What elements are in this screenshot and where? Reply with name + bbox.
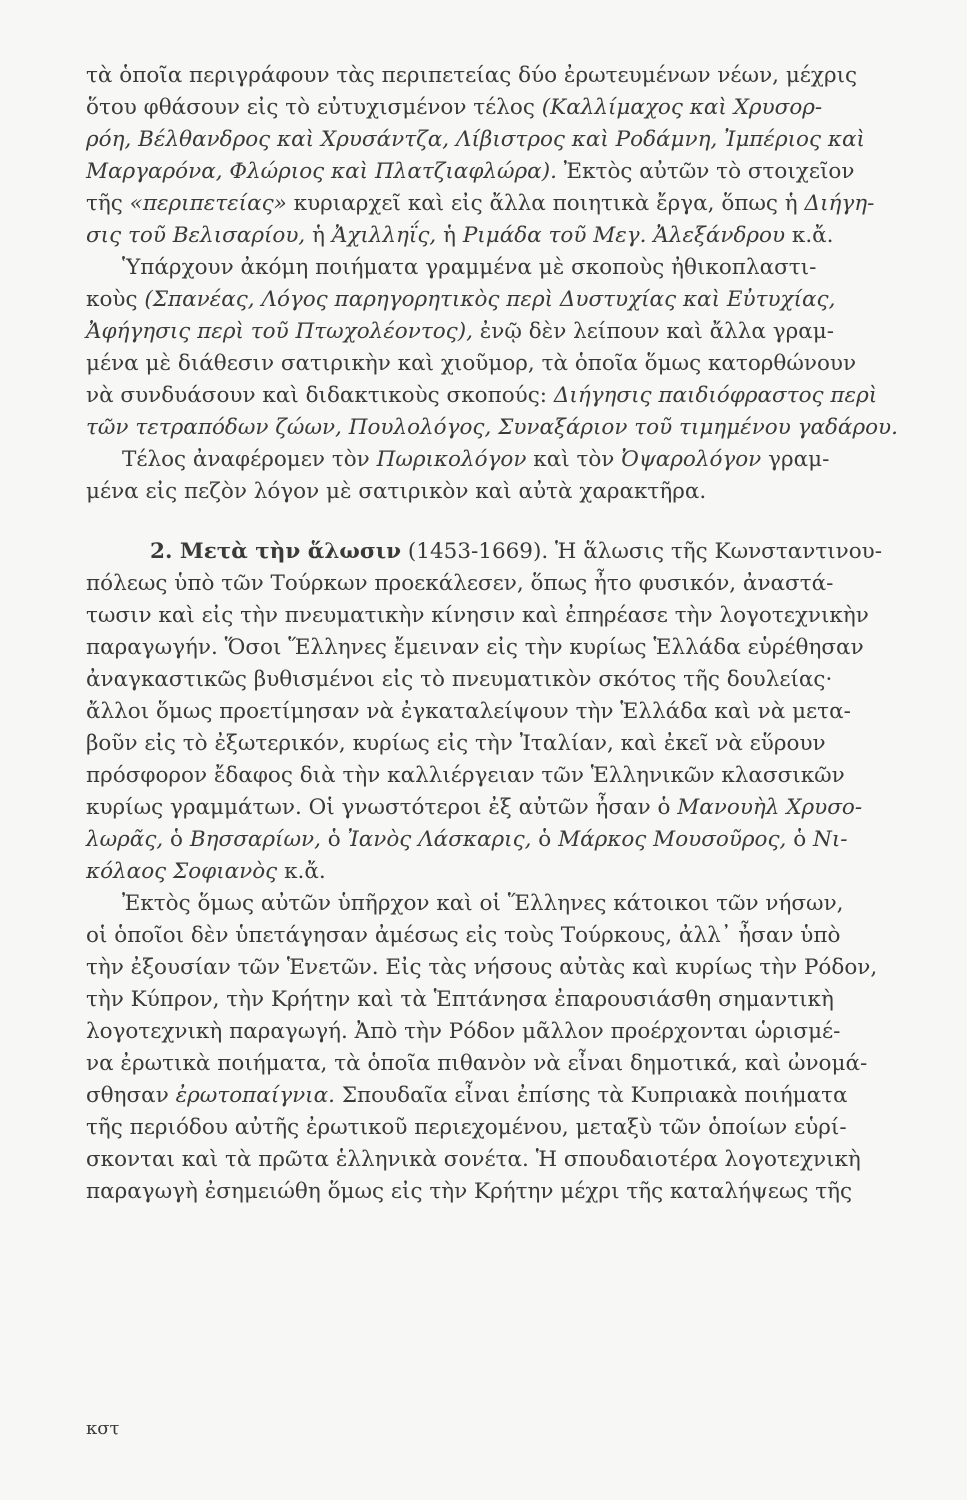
text-line: σκονται καὶ τὰ πρῶτα ἑλληνικὰ σονέτα. Ἡ σπουδαιοτέρα λογοτεχνικὴ: [86, 1147, 861, 1172]
text-line: Ἐκτὸς ὅμως αὐτῶν ὑπῆρχον καὶ οἱ Ἕλληνες κάτοικοι τῶν νήσων,: [122, 891, 844, 916]
text-line: νὰ συνδυάσουν καὶ διδακτικοὺς σκοπούς: Διήγησις παιδιόφραστος περὶ: [86, 383, 878, 408]
text-line: τῶν τετραπόδων ζώων, Πουλολόγος, Συναξάριον τοῦ τιμημένου γαδάρου.: [86, 415, 898, 440]
text-line: τῆς περιόδου αὐτῆς ἐρωτικοῦ περιεχομένου, μεταξὺ τῶν ὁποίων εὑρί-: [86, 1115, 847, 1140]
text-line: ἀναγκαστικῶς βυθισμένοι εἰς τὸ πνευματικὸν σκότος τῆς δουλείας·: [86, 667, 833, 692]
text-line: κοὺς (Σπανέας, Λόγος παρηγορητικὸς περὶ Δυστυχίας καὶ Εὐτυχίας,: [86, 287, 836, 312]
text-line: τὴν ἐξουσίαν τῶν Ἑνετῶν. Εἰς τὰς νήσους αὐτὰς καὶ κυρίως τὴν Ρόδον,: [86, 955, 878, 980]
text-line: τὴν Κύπρον, τὴν Κρήτην καὶ τὰ Ἑπτάνησα ἐπαρουσιάσθη σημαντικὴ: [86, 987, 834, 1012]
text-line: Ἀφήγησις περὶ τοῦ Πτωχολέοντος), ἐνῷ δὲν λείπουν καὶ ἄλλα γραμ-: [86, 319, 834, 344]
text-line: ὅτου φθάσουν εἰς τὸ εὐτυχισμένον τέλος (Καλλίμαχος καὶ Χρυσορ-: [86, 95, 823, 120]
text-line: οἱ ὁποῖοι δὲν ὑπετάγησαν ἀμέσως εἰς τοὺς Τούρκους, ἀλλ᾽ ἦσαν ὑπὸ: [86, 923, 841, 948]
text-line: λωρᾶς, ὁ Βησσαρίων, ὁ Ἰανὸς Λάσκαρις, ὁ Μάρκος Μουσοῦρος, ὁ Νι-: [86, 827, 848, 852]
text-line: τὰ ὁποῖα περιγράφουν τὰς περιπετείας δύο ἐρωτευμένων νέων, μέχρις: [86, 63, 858, 88]
text-line: ἄλλοι ὅμως προετίμησαν νὰ ἐγκαταλείψουν τὴν Ἑλλάδα καὶ νὰ μετα-: [86, 699, 851, 724]
body-text: [86, 60, 926, 1208]
text-line: Τέλος ἀναφέρομεν τὸν Πωρικολόγον καὶ τὸν Ὀψαρολόγον γραμ-: [122, 447, 830, 472]
text-line: πόλεως ὑπὸ τῶν Τούρκων προεκάλεσεν, ὅπως ἦτο φυσικόν, ἀναστά-: [86, 571, 834, 596]
text-line: σις τοῦ Βελισαρίου, ἡ Ἀχιλληΐς, ἡ Ριμάδα τοῦ Μεγ. Ἀλεξάνδρου κ.ἄ.: [86, 223, 834, 248]
text-line: μένα εἰς πεζὸν λόγον μὲ σατιρικὸν καὶ αὐτὰ χαρακτῆρα.: [86, 479, 707, 504]
text-line: Μαργαρόνα, Φλώριος καὶ Πλατζιαφλώρα). Ἐκτὸς αὐτῶν τὸ στοιχεῖον: [86, 159, 855, 184]
page-number: κστ: [86, 1418, 120, 1439]
text-line: κόλαος Σοφιανὸς κ.ἄ.: [86, 859, 326, 884]
section-heading-line: 2. Μετὰ τὴν ἅλωσιν (1453-1669). Ἡ ἅλωσις τῆς Κωνσταντινου-: [150, 539, 883, 564]
text-line: παραγωγήν. Ὅσοι Ἕλληνες ἔμειναν εἰς τὴν κυρίως Ἑλλάδα εὑρέθησαν: [86, 635, 864, 660]
text-line: μένα μὲ διάθεσιν σατιρικὴν καὶ χιοῦμορ, τὰ ὁποῖα ὅμως κατορθώνουν: [86, 351, 857, 376]
text-line: κυρίως γραμμάτων. Οἱ γνωστότεροι ἐξ αὐτῶν ἦσαν ὁ Μανουὴλ Χρυσο-: [86, 795, 863, 820]
text-line: να ἐρωτικὰ ποιήματα, τὰ ὁποῖα πιθανὸν νὰ εἶναι δημοτικά, καὶ ὠνομά-: [86, 1051, 868, 1076]
text-line: τῆς «περιπετείας» κυριαρχεῖ καὶ εἰς ἄλλα ποιητικὰ ἔργα, ὅπως ἡ Διήγη-: [86, 191, 875, 216]
text-line: παραγωγὴ ἐσημειώθη ὅμως εἰς τὴν Κρήτην μέχρι τῆς καταλήψεως τῆς: [86, 1179, 853, 1204]
section-heading: 2. Μετὰ τὴν ἅλωσιν: [150, 539, 402, 564]
text-line: βοῦν εἰς τὸ ἐξωτερικόν, κυρίως εἰς τὴν Ἰταλίαν, καὶ ἐκεῖ νὰ εὕρουν: [86, 731, 826, 756]
text-line: τωσιν καὶ εἰς τὴν πνευματικὴν κίνησιν καὶ ἐπηρέασε τὴν λογοτεχνικὴν: [86, 603, 869, 628]
text-line: ρόη, Βέλθανδρος καὶ Χρυσάντζα, Λίβιστρος καὶ Ροδάμνη, Ἰμπέριος καὶ: [86, 127, 865, 152]
text-line: σθησαν ἐρωτοπαίγνια. Σπουδαῖα εἶναι ἐπίσης τὰ Κυπριακὰ ποιήματα: [86, 1083, 848, 1108]
text-line: Ὑπάρχουν ἀκόμη ποιήματα γραμμένα μὲ σκοποὺς ἠθικοπλαστι-: [122, 255, 817, 280]
text-line: λογοτεχνικὴ παραγωγή. Ἀπὸ τὴν Ρόδον μᾶλλον προέρχονται ὡρισμέ-: [86, 1019, 841, 1044]
text-line: πρόσφορον ἔδαφος διὰ τὴν καλλιέργειαν τῶν Ἑλληνικῶν κλασσικῶν: [86, 763, 845, 788]
